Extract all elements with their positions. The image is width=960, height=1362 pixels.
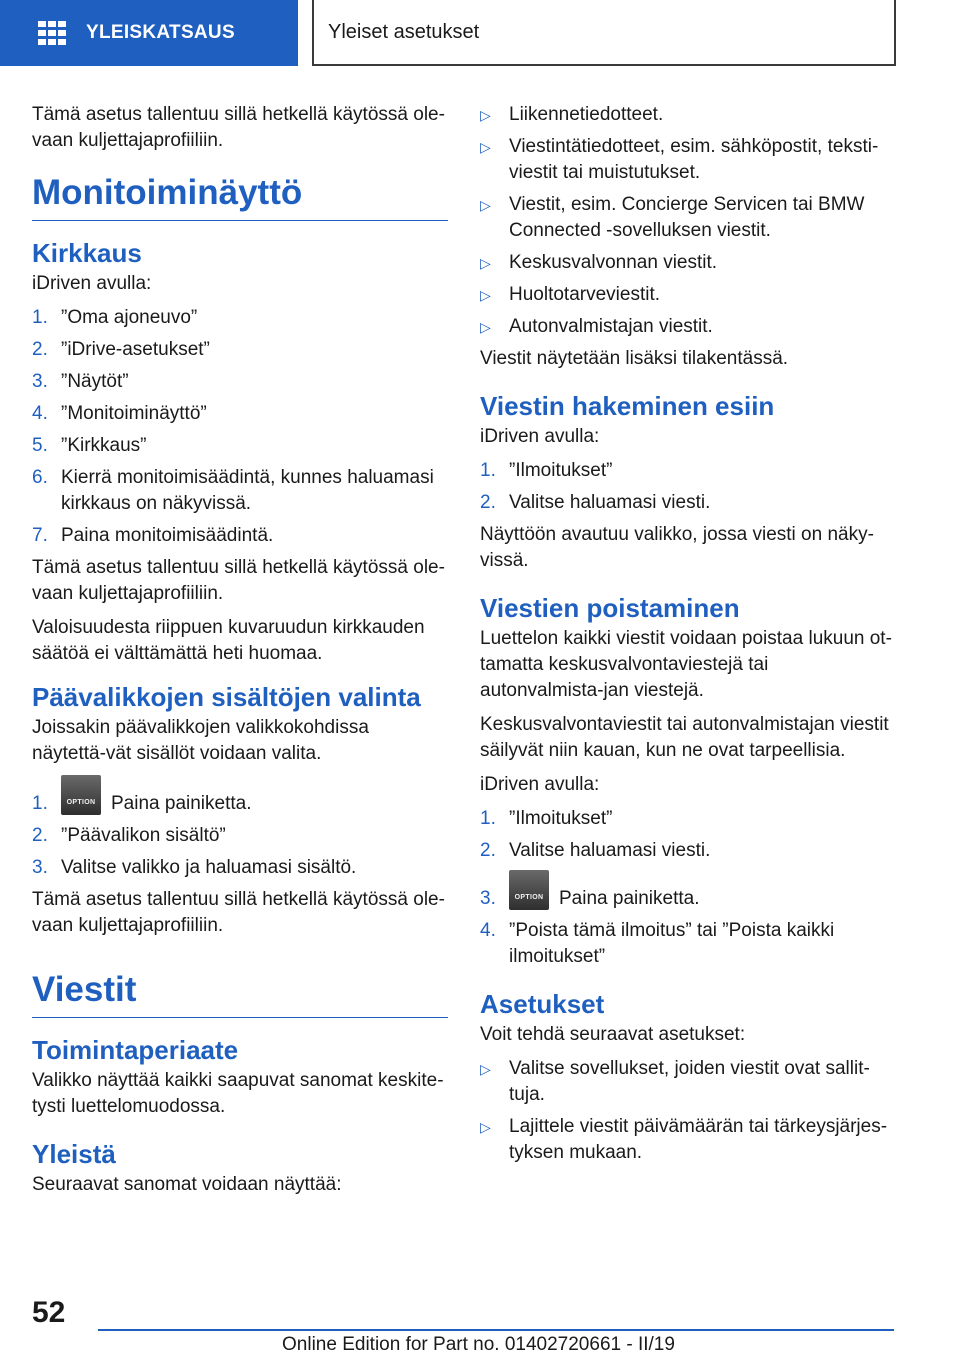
step-text: ”Päävalikon sisältö” (61, 825, 226, 846)
intro-text: Tämä asetus tallentuu sillä hetkellä käytössä ole-vaan kuljettajaprofiiliin. (32, 104, 445, 151)
list-item (32, 401, 448, 427)
list-item (480, 314, 896, 340)
step-text: Valitse haluamasi viesti. (509, 840, 711, 861)
bullet-text: Keskusvalvonnan viestit. (509, 252, 718, 273)
step-text: ”Monitoiminäyttö” (61, 403, 207, 424)
list-item (32, 433, 448, 459)
list-item (32, 465, 448, 517)
step-number: 3. (32, 857, 48, 878)
step-number: 2. (32, 339, 48, 360)
step-number: 4. (32, 403, 48, 424)
step-number: 1. (32, 793, 48, 814)
list-item (32, 337, 448, 363)
list-item (480, 806, 896, 832)
bullet-triangle-icon: ▷ (480, 287, 491, 303)
step-text: ”Kirkkaus” (61, 435, 147, 456)
list-item (32, 305, 448, 331)
bullet-text: Valitse sovellukset, joiden viestit ovat sallit-tuja. (509, 1058, 870, 1105)
step-number: 3. (480, 888, 496, 909)
step-number: 1. (480, 460, 496, 481)
step-number: 5. (32, 435, 48, 456)
steps-hakeminen (480, 458, 896, 516)
step-text: ”Ilmoitukset” (509, 808, 613, 829)
step-number: 1. (32, 307, 48, 328)
idrive-label: iDriven avulla: (32, 273, 152, 294)
bullet-triangle-icon: ▷ (480, 197, 491, 213)
list-item (480, 870, 896, 912)
menu-note: Näyttöön avautuu valikko, jossa viesti on näky-vissä. (480, 524, 874, 571)
saved-note: Tämä asetus tallentuu sillä hetkellä käytössä ole-vaan kuljettajaprofiiliin. (32, 889, 445, 936)
bullet-triangle-icon: ▷ (480, 1119, 491, 1135)
heading-asetukset: Asetukset (480, 989, 605, 1019)
bullet-triangle-icon: ▷ (480, 1061, 491, 1077)
step-text: ”Oma ajoneuvo” (61, 307, 198, 328)
step-number: 3. (32, 371, 48, 392)
option-button-label: OPTION (514, 894, 544, 901)
right-column (480, 102, 896, 1172)
list-item (32, 855, 448, 881)
bullet-text: Huoltotarveviestit. (509, 284, 661, 305)
list-item (32, 823, 448, 849)
idrive-label: iDriven avulla: (480, 774, 600, 795)
list-item (480, 102, 896, 128)
bullet-text: Autonvalmistajan viestit. (509, 316, 713, 337)
list-item (32, 369, 448, 395)
option-button-label: OPTION (66, 799, 96, 806)
heading-hakeminen: Viestin hakeminen esiin (480, 391, 775, 421)
list-item (480, 192, 896, 244)
step-number: 2. (480, 492, 496, 513)
toimintaperiaate-text: Valikko näyttää kaikki saapuvat sanomat keskite-tysti luettelomuodossa. (32, 1070, 444, 1117)
heading-kirkkaus: Kirkkaus (32, 238, 142, 268)
left-column (32, 102, 448, 1206)
grid-menu-icon (38, 21, 66, 45)
list-item (480, 1114, 896, 1166)
heading-paavalikot: Päävalikkojen sisältöjen valinta (32, 682, 421, 712)
tab-yleiskatsaus[interactable] (0, 0, 298, 66)
list-item (480, 838, 896, 864)
list-item (480, 458, 896, 484)
steps-poistaminen (480, 806, 896, 970)
steps-kirkkaus (32, 305, 448, 549)
step-number: 1. (480, 808, 496, 829)
bullet-triangle-icon: ▷ (480, 107, 491, 123)
bullet-triangle-icon: ▷ (480, 319, 491, 335)
list-item (480, 282, 896, 308)
poistaminen-text-1: Luettelon kaikki viestit voidaan poistaa lukuun ot-tamatta keskusvalvontaviestejä tai autonvalmista-jan viestejä. (480, 628, 892, 701)
brightness-note: Valoisuudesta riippuen kuvaruudun kirkkauden säätöä ei välttämättä heti huomaa. (32, 617, 425, 664)
step-text: ”Poista tämä ilmoitus” tai ”Poista kaikki ilmoitukset” (509, 920, 835, 967)
bullet-triangle-icon: ▷ (480, 255, 491, 271)
bullet-text: Viestit, esim. Concierge Servicen tai BMW Connected -sovelluksen viestit. (509, 194, 865, 241)
list-item (480, 490, 896, 516)
step-text: Paina painiketta. (111, 793, 252, 814)
step-text: Kierrä monitoimisäädintä, kunnes haluamasi kirkkaus on näkyvissä. (61, 467, 434, 514)
heading-toimintaperiaate: Toimintaperiaate (32, 1035, 239, 1065)
heading-monitoiminaytto: Monitoiminäyttö (32, 172, 448, 221)
statusbar-note: Viestit näytetään lisäksi tilakentässä. (480, 348, 789, 369)
tab-yleiset-asetukset[interactable] (312, 0, 896, 66)
step-text: Valitse haluamasi viesti. (509, 492, 711, 513)
step-text: Valitse valikko ja haluamasi sisältö. (61, 857, 357, 878)
step-text: ”Näytöt” (61, 371, 129, 392)
asetukset-text: Voit tehdä seuraavat asetukset: (480, 1024, 746, 1045)
footer-edition: Online Edition for Part no. 01402720661 - II/19 (282, 1334, 675, 1355)
step-number: 2. (480, 840, 496, 861)
heading-yleista: Yleistä (32, 1139, 116, 1169)
saved-note: Tämä asetus tallentuu sillä hetkellä käytössä ole-vaan kuljettajaprofiiliin. (32, 557, 445, 604)
step-text: Paina monitoimisäädintä. (61, 525, 274, 546)
list-item (32, 775, 448, 817)
yleista-text: Seuraavat sanomat voidaan näyttää: (32, 1174, 342, 1195)
tab-yleiset-asetukset-label: Yleiset asetukset (328, 20, 480, 43)
step-number: 2. (32, 825, 48, 846)
bullet-text: Liikennetiedotteet. (509, 104, 664, 125)
option-button-icon (61, 775, 101, 815)
step-text: ”Ilmoitukset” (509, 460, 613, 481)
option-button-icon (509, 870, 549, 910)
list-item (480, 918, 896, 970)
step-number: 7. (32, 525, 48, 546)
list-item (480, 1056, 896, 1108)
tab-yleiskatsaus-label: YLEISKATSAUS (86, 22, 235, 43)
list-item (480, 134, 896, 186)
message-types-list (480, 102, 896, 340)
idrive-label: iDriven avulla: (480, 426, 600, 447)
heading-viestit: Viestit (32, 969, 448, 1018)
step-number: 6. (32, 467, 48, 488)
bullet-text: Lajittele viestit päivämäärän tai tärkeysjärjes-tyksen mukaan. (509, 1116, 888, 1163)
list-item (480, 250, 896, 276)
bullet-triangle-icon: ▷ (480, 139, 491, 155)
footer-divider (98, 1329, 894, 1331)
step-text: Paina painiketta. (559, 888, 700, 909)
paavalikot-text: Joissakin päävalikkojen valikkokohdissa näytettä-vät sisällöt voidaan valita. (32, 717, 369, 764)
heading-poistaminen: Viestien poistaminen (480, 593, 740, 623)
list-item (32, 523, 448, 549)
step-text: ”iDrive-asetukset” (61, 339, 210, 360)
bullet-text: Viestintätiedotteet, esim. sähköpostit, teksti-viestit tai muistutukset. (509, 136, 879, 183)
step-number: 4. (480, 920, 496, 941)
poistaminen-text-2: Keskusvalvontaviestit tai autonvalmistajan viestit säilyvät niin kauan, kun ne ovat tarpeellisia. (480, 714, 889, 761)
settings-list (480, 1056, 896, 1166)
page-number: 52 (32, 1296, 66, 1329)
steps-paavalikot (32, 775, 448, 881)
page-header (0, 0, 960, 66)
